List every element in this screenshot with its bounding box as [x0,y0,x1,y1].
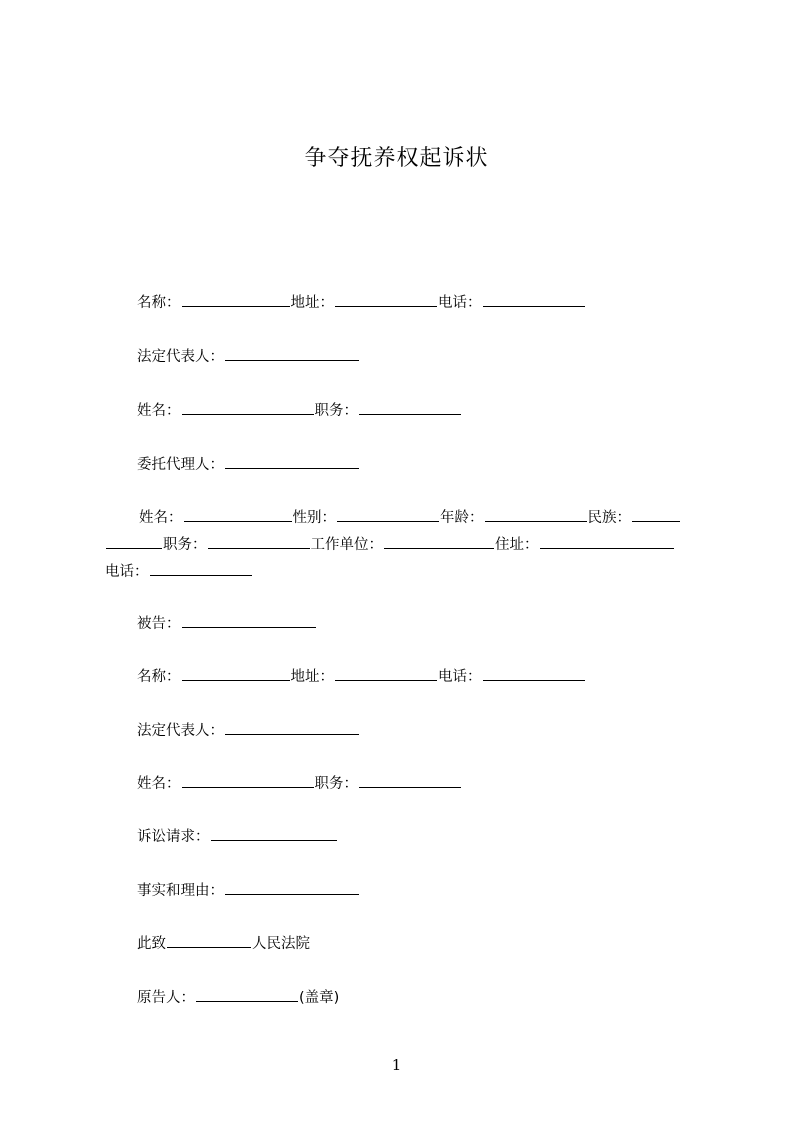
addressee-prefix: 此致 [137,936,166,952]
age-label: 年龄： [440,510,484,526]
address-label: 地址： [290,295,334,311]
page-number: 1 [391,1056,402,1074]
defendant-blank[interactable] [182,613,316,628]
plaintiff-entity-line [137,291,586,312]
address-blank[interactable] [335,292,437,307]
name-label: 名称： [137,295,181,311]
residence-blank[interactable] [540,534,674,549]
phone-blank[interactable] [483,292,585,307]
agent-position-blank[interactable] [208,534,310,549]
agent-line [137,453,360,474]
seal-label: (盖章) [299,990,340,1006]
work-unit-blank[interactable] [384,534,494,549]
legal-rep-label: 法定代表人： [137,349,224,365]
phone-label: 电话： [438,295,482,311]
name-blank[interactable] [182,773,314,788]
claims-label: 诉讼请求： [137,829,210,845]
residence-label: 住址： [495,537,539,553]
age-blank[interactable] [485,507,587,522]
work-unit-label: 工作单位： [310,537,383,553]
ethnicity-label: 民族： [587,510,631,526]
claims-line [137,825,338,846]
signature-label: 原告人： [137,990,195,1006]
name-blank[interactable] [182,666,290,681]
gender-label: 性别： [292,510,336,526]
position-blank[interactable] [359,400,461,415]
address-label: 地址： [290,669,334,685]
plaintiff-legal-rep-line [137,345,360,366]
agent-details-line-1 [139,506,681,527]
agent-name-blank[interactable] [184,507,292,522]
facts-label: 事实和理由： [137,883,224,899]
document-title: 争夺抚养权起诉状 [304,146,489,171]
signature-line [137,986,339,1007]
agent-blank[interactable] [225,454,359,469]
facts-line [137,879,360,900]
claims-blank[interactable] [211,826,337,841]
agent-phone-label: 电话： [105,564,149,580]
name-blank[interactable] [182,292,290,307]
agent-name-label: 姓名： [139,510,183,526]
position-label: 职务： [314,776,358,792]
agent-details-line-2 [105,533,675,554]
agent-position-label: 职务： [163,537,207,553]
defendant-entity-line [137,665,586,686]
legal-rep-label: 法定代表人： [137,723,224,739]
facts-blank[interactable] [225,880,359,895]
name-label: 姓名： [137,403,181,419]
legal-rep-blank[interactable] [225,346,359,361]
address-blank[interactable] [335,666,437,681]
addressee-line [137,932,310,953]
agent-phone-blank[interactable] [150,561,252,576]
name-blank[interactable] [182,400,314,415]
plaintiff-person-line [137,399,462,420]
name-label: 名称： [137,669,181,685]
gender-blank[interactable] [337,507,439,522]
defendant-line [137,612,317,633]
name-label: 姓名： [137,776,181,792]
defendant-person-line [137,772,462,793]
position-blank[interactable] [359,773,461,788]
agent-label: 委托代理人： [137,457,224,473]
agent-details-line-3 [105,560,253,581]
ethnicity-blank[interactable] [632,507,680,522]
phone-blank[interactable] [483,666,585,681]
addressee-suffix: 人民法院 [252,936,310,952]
position-label: 职务： [314,403,358,419]
ethnicity-blank-continued[interactable] [106,534,162,549]
defendant-legal-rep-line [137,719,360,740]
defendant-label: 被告： [137,616,181,632]
signature-blank[interactable] [196,987,298,1002]
court-name-blank[interactable] [167,933,251,948]
phone-label: 电话： [438,669,482,685]
legal-rep-blank[interactable] [225,720,359,735]
